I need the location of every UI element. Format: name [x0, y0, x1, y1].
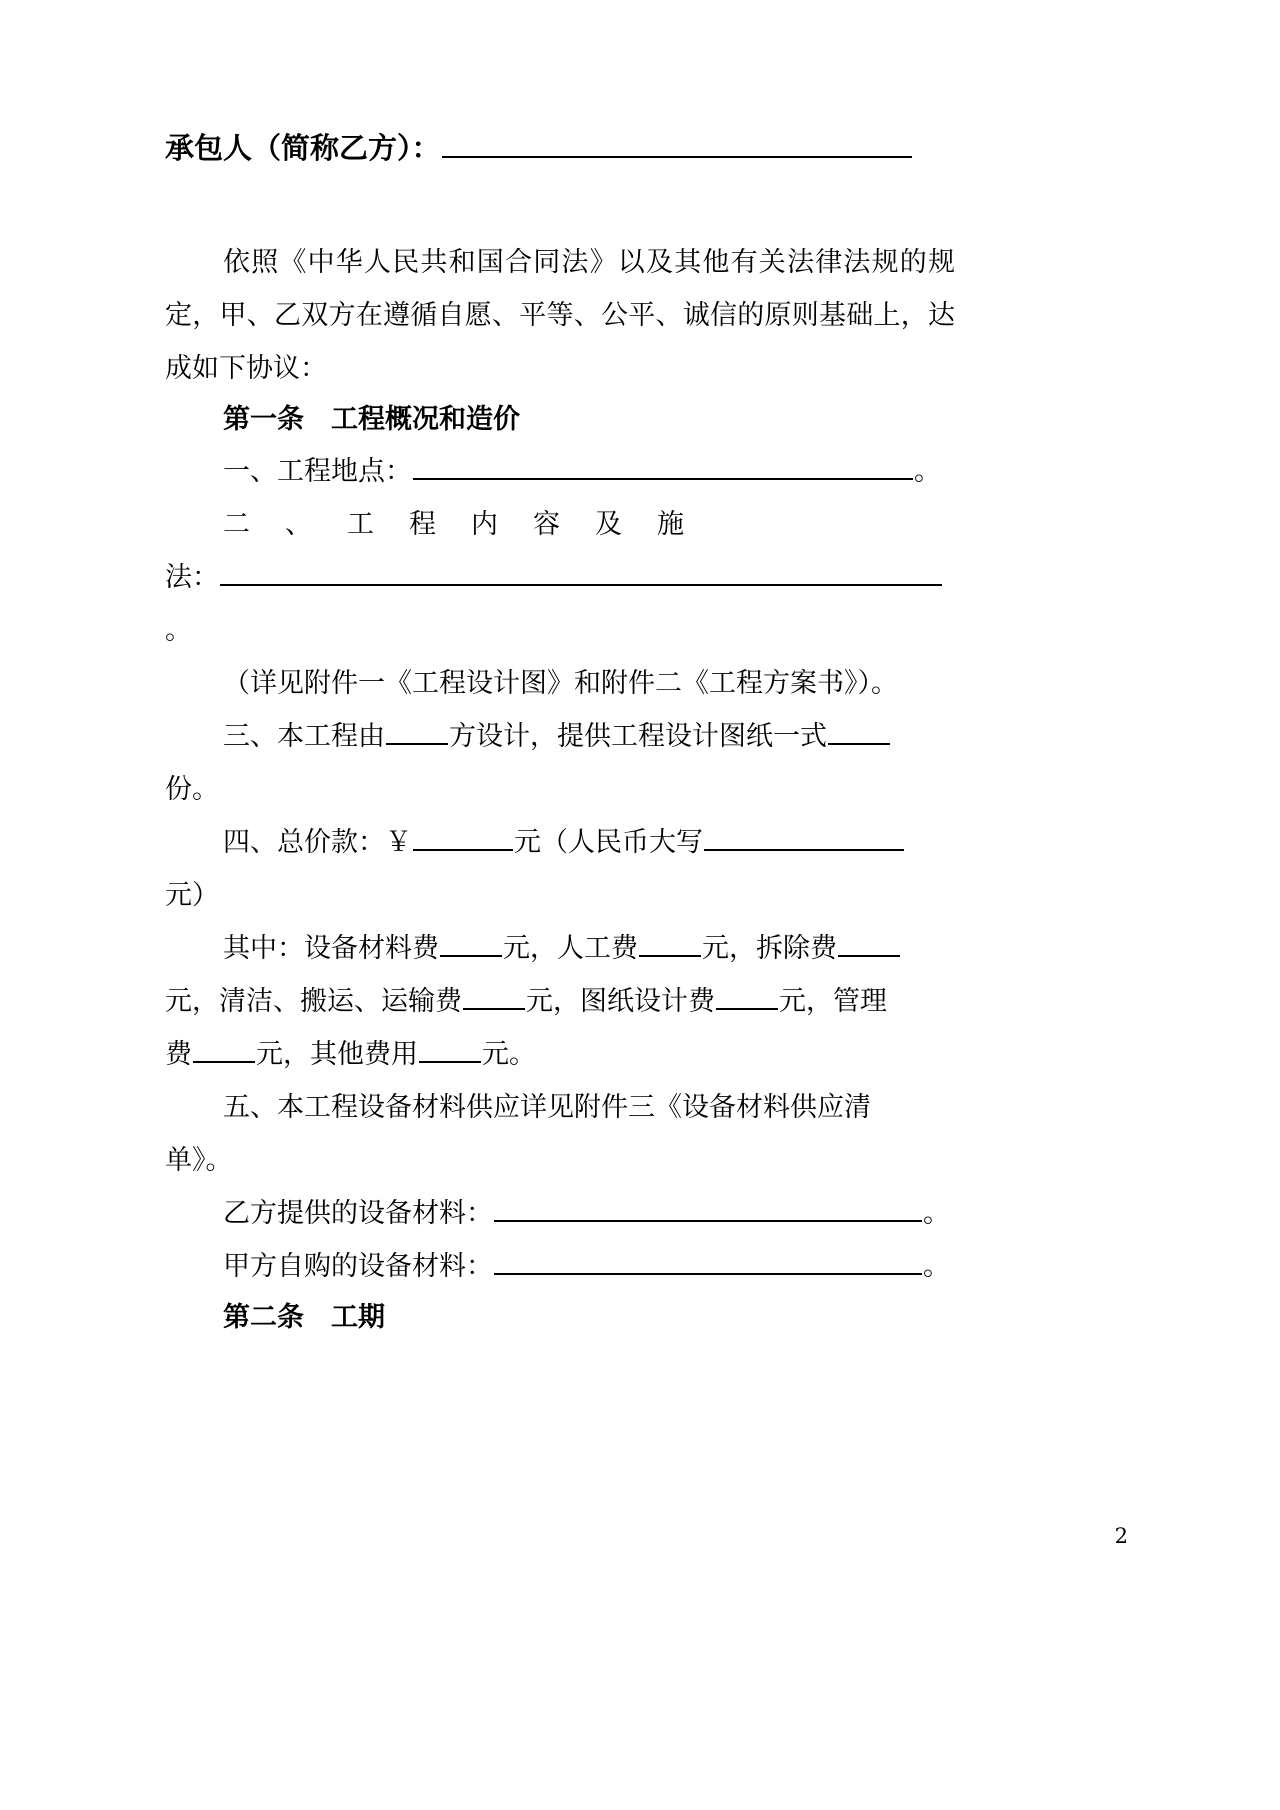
- demolition-cost-blank[interactable]: [838, 930, 900, 957]
- item-total-price-middle: 元（人民币大写: [514, 827, 703, 858]
- item-material-supply: 五、本工程设备材料供应详见附件三《设备材料供应清: [223, 1092, 871, 1123]
- design-party-blank[interactable]: [386, 718, 448, 745]
- party-b-signature-line: [165, 120, 955, 176]
- party-b-blank[interactable]: [442, 129, 912, 158]
- cost-management-label-cont: 费: [165, 1039, 192, 1070]
- item-project-scope-tracked: 二、工程内容及施: [223, 509, 719, 540]
- cost-breakdown-line-2: [165, 975, 955, 1028]
- item-project-scope-period: 。: [165, 615, 192, 646]
- item-design-party-continuation: 份。: [165, 774, 219, 805]
- drawing-cost-blank[interactable]: [716, 983, 778, 1010]
- supply-by-party-b: [165, 1187, 955, 1240]
- supply-by-party-b-period: 。: [923, 1198, 950, 1229]
- section-one-title: 第一条 工程概况和造价: [223, 404, 520, 435]
- supply-by-party-a-blank[interactable]: [494, 1248, 922, 1275]
- item-project-scope-label: 法：: [165, 562, 219, 593]
- material-cost-blank[interactable]: [440, 930, 502, 957]
- page-number: 2: [1114, 1524, 1128, 1548]
- section-two-title: 第二条 工期: [223, 1302, 385, 1333]
- spacer: [165, 176, 955, 236]
- cost-transport-label: 元，清洁、搬运、运输费: [165, 986, 462, 1017]
- total-price-words-blank[interactable]: [704, 824, 904, 851]
- supply-by-party-a: [165, 1240, 955, 1293]
- item-total-price-prefix: 四、总价款：￥: [223, 827, 412, 858]
- management-cost-blank[interactable]: [193, 1036, 255, 1063]
- item-project-scope-continuation: [165, 551, 955, 604]
- supply-by-party-b-blank[interactable]: [494, 1195, 922, 1222]
- item-project-location: [165, 445, 955, 498]
- cost-drawing-label: 元，图纸设计费: [526, 986, 715, 1017]
- cost-breakdown-prefix: 其中：设备材料费: [223, 933, 439, 964]
- cost-breakdown-line-3: [165, 1028, 955, 1081]
- supply-by-party-a-label: 甲方自购的设备材料：: [223, 1251, 493, 1282]
- item-project-location-label: 一、工程地点：: [223, 456, 412, 487]
- cost-breakdown-end: 元。: [482, 1039, 536, 1070]
- cost-labor-label: 元，人工费: [503, 933, 638, 964]
- design-copies-blank[interactable]: [828, 718, 890, 745]
- item-design-party-prefix: 三、本工程由: [223, 721, 385, 752]
- supply-by-party-b-label: 乙方提供的设备材料：: [223, 1198, 493, 1229]
- transport-cost-blank[interactable]: [463, 983, 525, 1010]
- supply-by-party-a-period: 。: [923, 1251, 950, 1282]
- preamble-paragraph: 依照《中华人民共和国合同法》以及其他有关法律法规的规定，甲、乙双方在遵循自愿、平等、公平、诚信的原则基础上，达成如下协议：: [165, 247, 955, 384]
- labor-cost-blank[interactable]: [639, 930, 701, 957]
- document-body: [165, 120, 955, 1343]
- item-total-price-continuation: 元）: [165, 880, 219, 911]
- party-b-label: 承包人（简称乙方）：: [165, 131, 441, 165]
- project-scope-blank[interactable]: [220, 559, 942, 586]
- cost-other-label: 元，其他费用: [256, 1039, 418, 1070]
- item-design-party: [165, 710, 955, 763]
- total-price-figures-blank[interactable]: [413, 824, 513, 851]
- cost-demolition-label: 元，拆除费: [702, 933, 837, 964]
- item-design-party-middle: 方设计，提供工程设计图纸一式: [449, 721, 827, 752]
- item-total-price: [165, 816, 955, 869]
- item-project-location-period: 。: [914, 456, 941, 487]
- item-attachment-note: （详见附件一《工程设计图》和附件二《工程方案书》）。: [223, 668, 898, 699]
- other-cost-blank[interactable]: [419, 1036, 481, 1063]
- cost-breakdown-line-1: [165, 922, 955, 975]
- cost-management-label: 元，管理: [779, 986, 887, 1017]
- item-material-supply-continuation: 单》。: [165, 1145, 233, 1176]
- project-location-blank[interactable]: [413, 453, 913, 480]
